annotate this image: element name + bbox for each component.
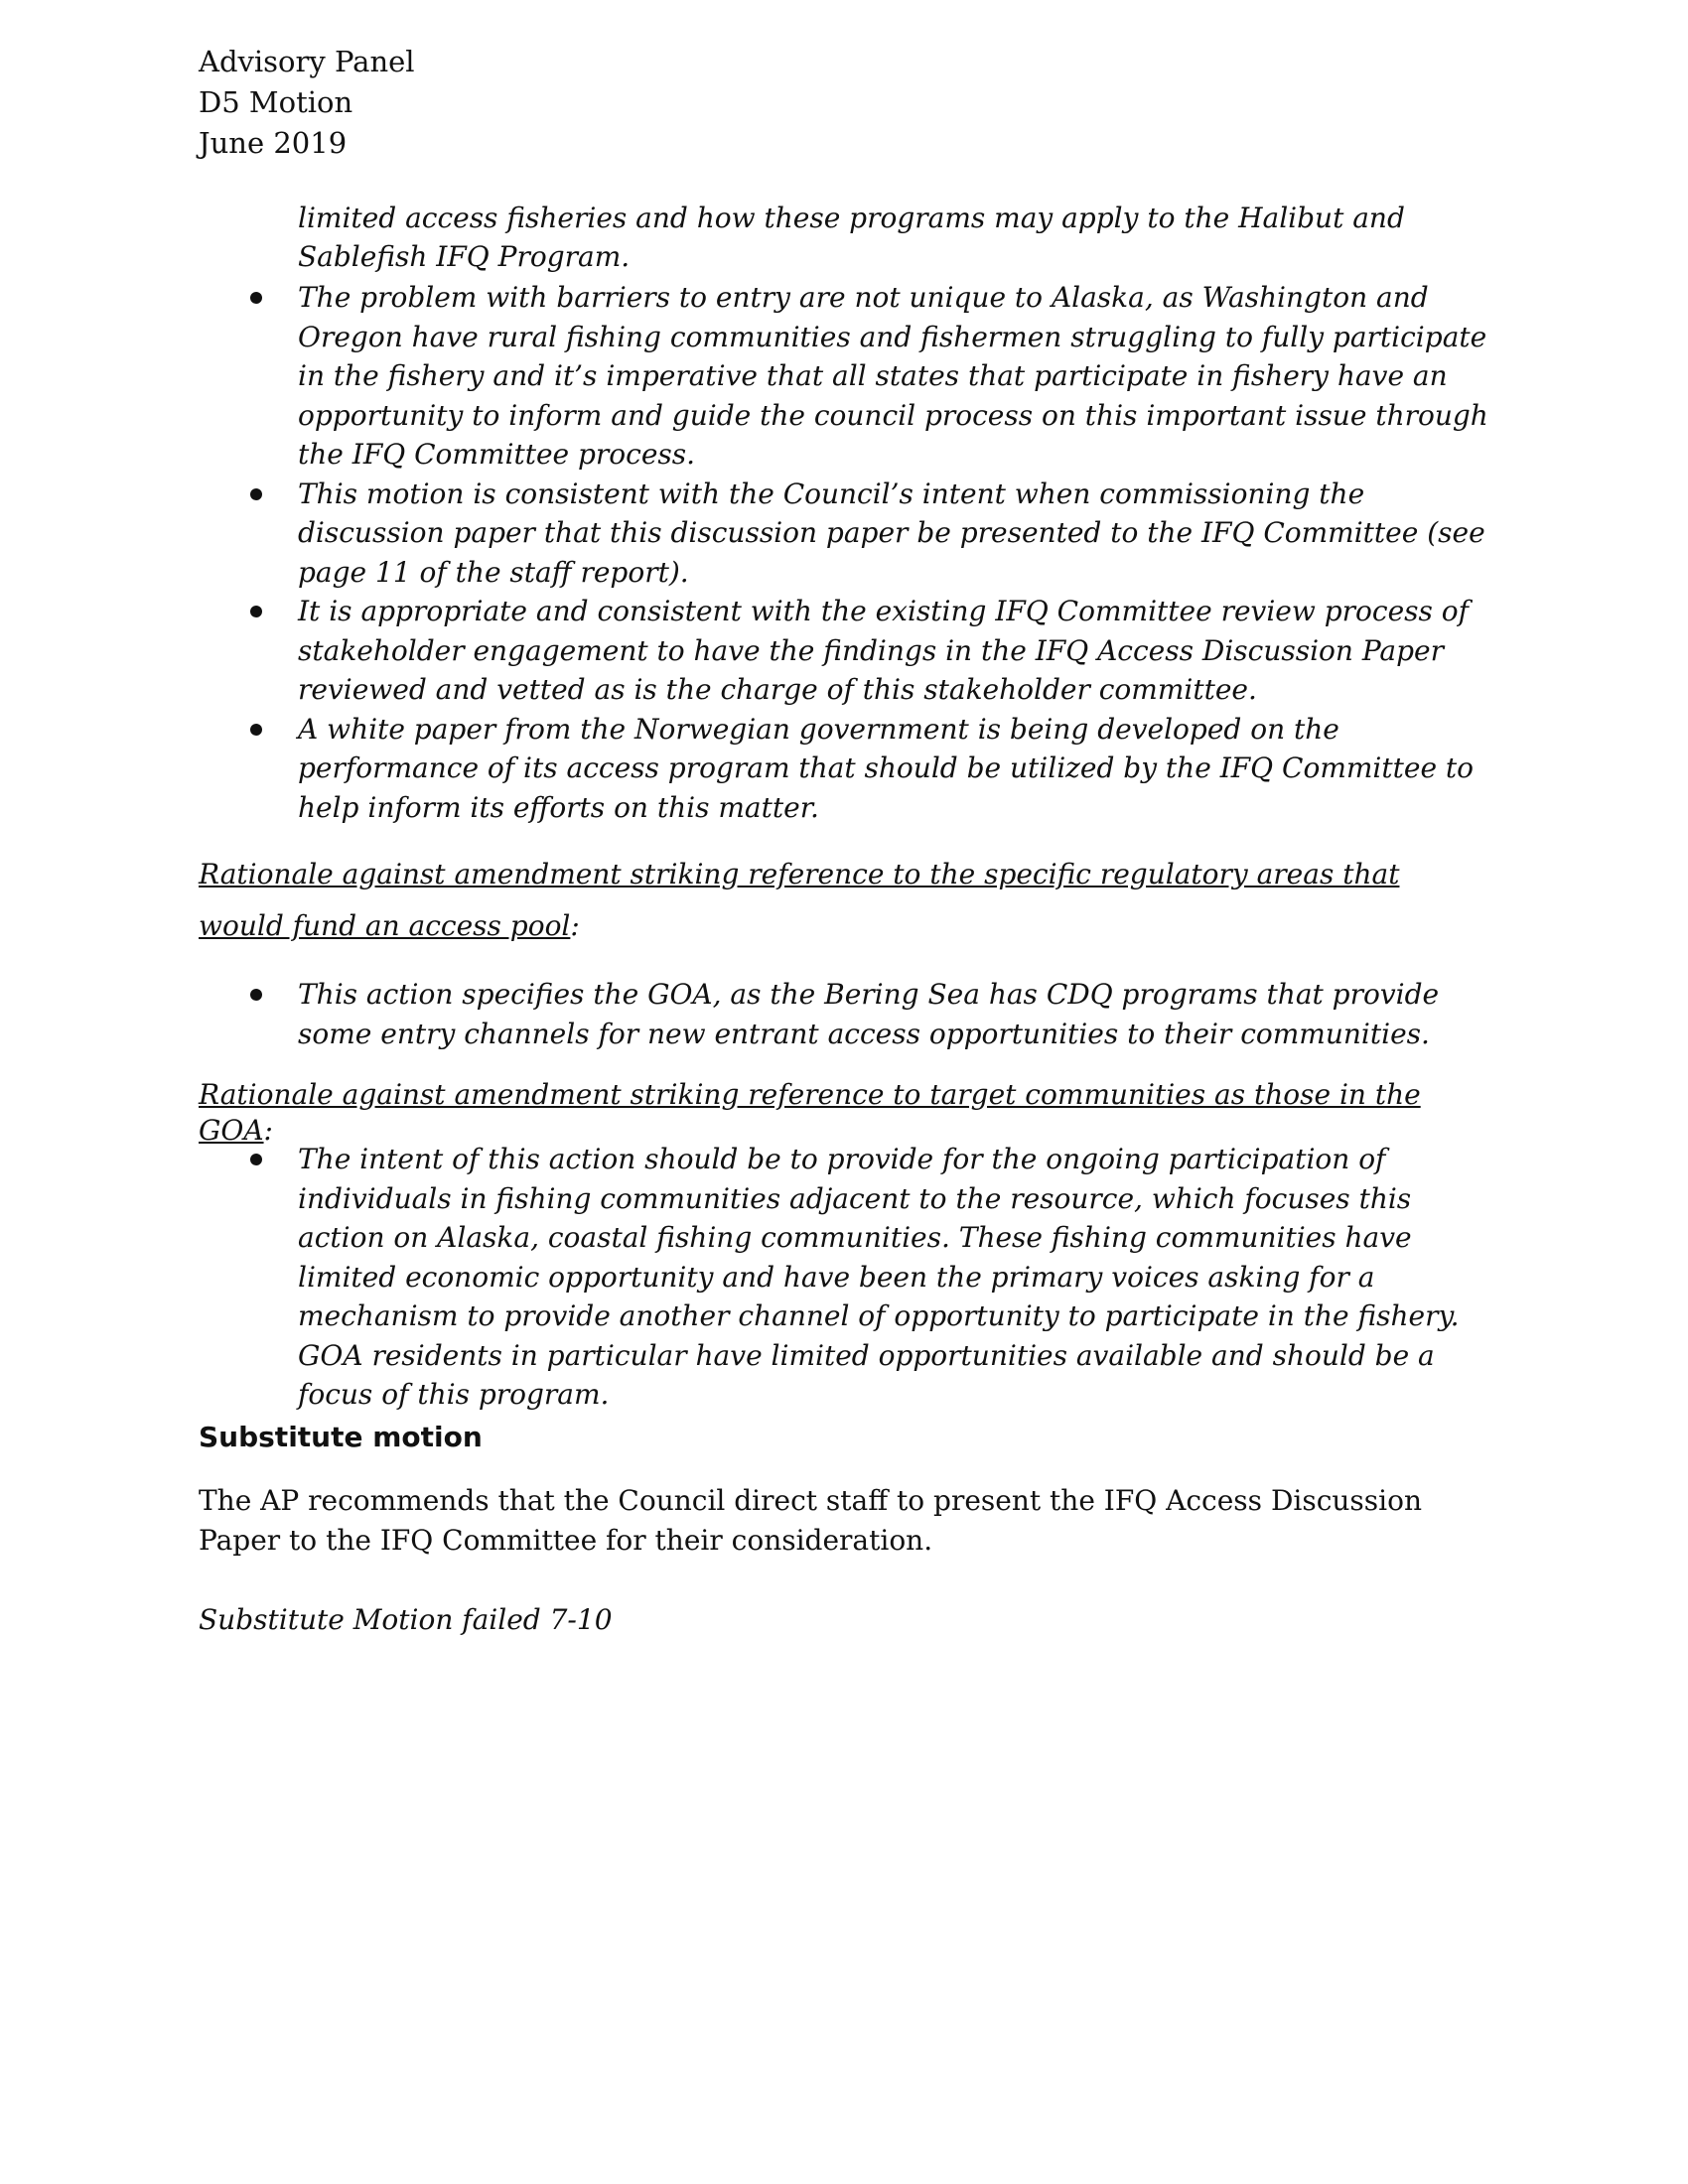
rationale-heading-regulatory-areas xyxy=(199,849,1489,952)
list-item: A white paper from the Norwegian government is being developed on the performance of its access program that should be utilized by the IFQ Committee to help inform its efforts on this matter. xyxy=(199,710,1499,828)
rationale-heading-colon: : xyxy=(570,909,580,942)
list-item: The intent of this action should be to provide for the ongoing participation of individuals in fishing communities adjacent to the resource, which focuses this action on Alaska, coastal fishing communities. These fishing communities have limited economic opportunity and have been the primary voices asking for a mechanism to provide another channel of opportunity to participate in the fishery. GOA residents in particular have limited opportunities available and should be a focus of this program. xyxy=(199,1140,1499,1415)
substitute-motion-result: Substitute Motion failed 7-10 xyxy=(199,1603,613,1636)
rationale-heading-target-communities xyxy=(199,1077,1489,1149)
list-item: This motion is consistent with the Council’s intent when commissioning the discussion paper that this discussion paper be presented to the IFQ Committee (see page 11 of the staff report). xyxy=(199,475,1499,593)
document-header xyxy=(199,42,415,164)
list-item: The problem with barriers to entry are not unique to Alaska, as Washington and Oregon have rural fishing communities and fishermen struggling to fully participate in the fishery and it’s imperative that all states that participate in fishery have an opportunity to inform and guide the council process on this important issue through the IFQ Committee process. xyxy=(199,278,1499,475)
substitute-motion-body: The AP recommends that the Council direct staff to present the IFQ Access Discussion Paper to the IFQ Committee for their consideration. xyxy=(199,1484,1423,1557)
continuation-paragraph: limited access fisheries and how these programs may apply to the Halibut and Sablefish IFQ Program. xyxy=(298,202,1405,273)
list-item: It is appropriate and consistent with the existing IFQ Committee review process of stakeholder engagement to have the findings in the IFQ Access Discussion Paper reviewed and vetted as is the charge of this stakeholder committee. xyxy=(199,592,1499,710)
header-line-date: June 2019 xyxy=(199,126,348,160)
rationale-heading-colon: : xyxy=(263,1114,273,1147)
list-item: This action specifies the GOA, as the Bering Sea has CDQ programs that provide some entry channels for new entrant access opportunities to their communities. xyxy=(199,975,1499,1053)
header-line-motion: D5 Motion xyxy=(199,85,353,119)
rationale-heading-text: Rationale against amendment striking reference to target communities as those in the GOA xyxy=(199,1078,1421,1147)
target-communities-bullet-list xyxy=(199,1140,1499,1415)
substitute-motion-heading: Substitute motion xyxy=(199,1421,483,1453)
rationale-heading-text: Rationale against amendment striking reference to the specific regulatory areas that would fund an access pool xyxy=(199,858,1400,942)
header-line-panel: Advisory Panel xyxy=(199,45,415,78)
regulatory-areas-bullet-list xyxy=(199,975,1499,1053)
rationale-bullet-list xyxy=(199,278,1499,827)
